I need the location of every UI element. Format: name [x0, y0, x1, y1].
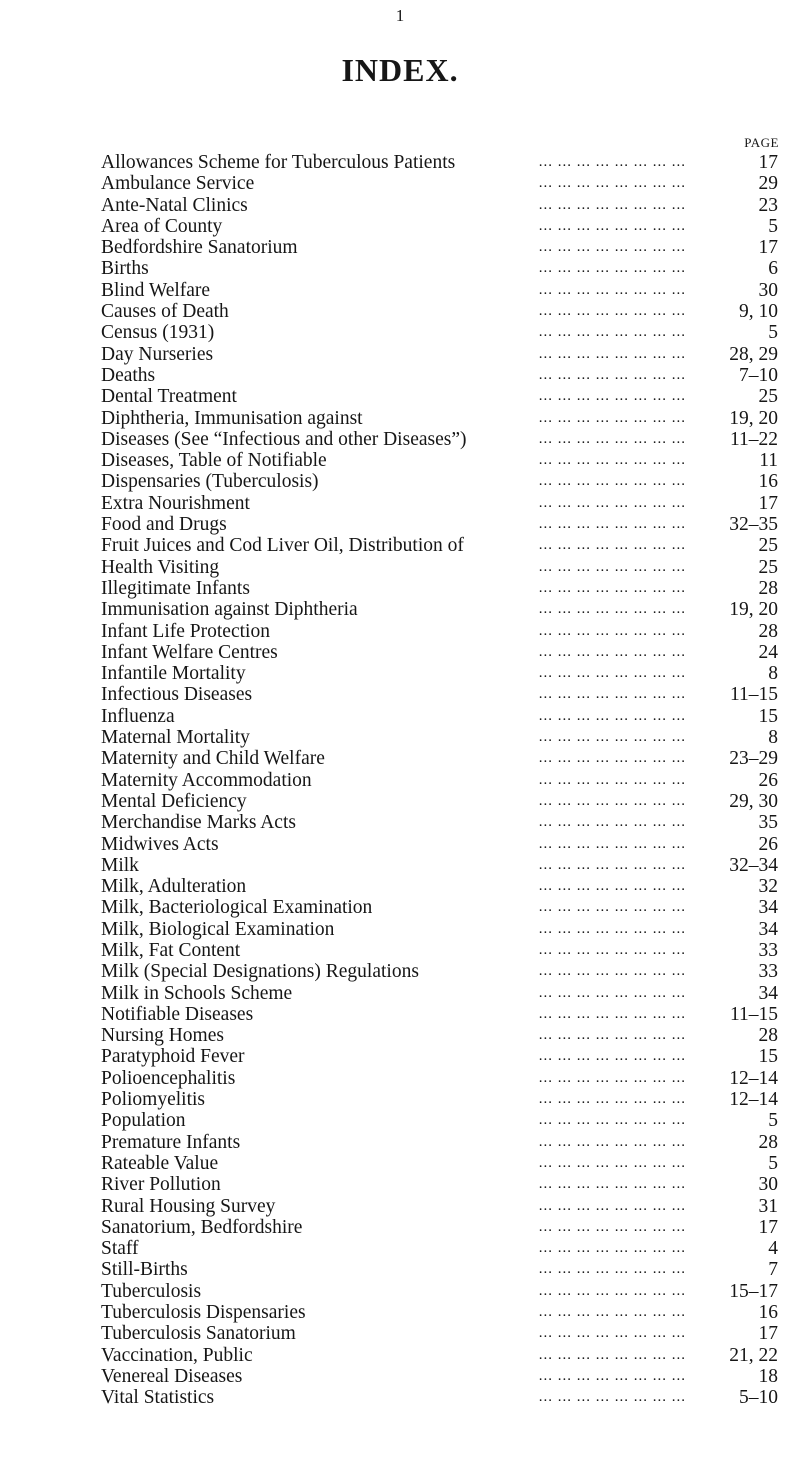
- leader-dots: ... ... ... ... ... ... ... ...: [538, 239, 686, 256]
- leader-dots: ... ... ... ... ... ... ... ...: [538, 1048, 686, 1065]
- index-pages: 19, 20: [729, 599, 778, 621]
- index-term: Vital Statistics: [101, 1387, 220, 1408]
- leader-dots: ... ... ... ... ... ... ... ...: [538, 792, 686, 809]
- index-pages: 28, 29: [729, 343, 778, 365]
- leader-dots: ... ... ... ... ... ... ... ...: [538, 601, 686, 618]
- index-entry: [101, 812, 778, 833]
- index-pages: 18: [758, 1365, 778, 1387]
- index-term: Blind Welfare: [101, 280, 216, 301]
- index-entry: [101, 663, 778, 684]
- index-pages: 11–22: [729, 428, 778, 450]
- leader-dots: ... ... ... ... ... ... ... ...: [538, 835, 686, 852]
- index-term: Milk, Biological Examination: [101, 919, 340, 940]
- index-term: Venereal Diseases: [101, 1366, 248, 1387]
- index-entry: [101, 706, 778, 727]
- index-term: Infant Life Protection: [101, 621, 276, 642]
- index-pages: 32–35: [729, 514, 778, 536]
- index-term: Still-Births: [101, 1259, 194, 1280]
- leader-dots: ... ... ... ... ... ... ... ...: [538, 1218, 686, 1235]
- index-term: Milk, Adulteration: [101, 876, 252, 897]
- index-entry: [101, 1174, 778, 1195]
- index-pages: 25: [758, 535, 778, 557]
- index-entry: [101, 983, 778, 1004]
- index-term: Dispensaries (Tuberculosis): [101, 471, 325, 492]
- index-pages: 11–15: [729, 684, 778, 706]
- index-pages: 35: [758, 812, 778, 834]
- index-pages: 31: [758, 1195, 778, 1217]
- leader-dots: ... ... ... ... ... ... ... ...: [538, 1005, 686, 1022]
- leader-dots: ... ... ... ... ... ... ... ...: [538, 1176, 686, 1193]
- leader-dots: ... ... ... ... ... ... ... ...: [538, 196, 686, 213]
- index-pages: 15–17: [729, 1280, 778, 1302]
- index-entry: [101, 152, 778, 173]
- index-term: Midwives Acts: [101, 834, 225, 855]
- leader-dots: ... ... ... ... ... ... ... ...: [538, 750, 686, 767]
- index-term: Poliomyelitis: [101, 1089, 211, 1110]
- index-term: Nursing Homes: [101, 1025, 230, 1046]
- index-entry: [101, 1110, 778, 1131]
- index-term: Diseases, Table of Notifiable: [101, 450, 333, 471]
- index-entry: [101, 1259, 778, 1280]
- index-term: River Pollution: [101, 1174, 227, 1195]
- leader-dots: ... ... ... ... ... ... ... ...: [538, 963, 686, 980]
- index-pages: 29, 30: [729, 790, 778, 812]
- index-term: Tuberculosis Sanatorium: [101, 1323, 302, 1344]
- index-entry: [101, 748, 778, 769]
- index-pages: 7: [768, 1259, 778, 1281]
- leader-dots: ... ... ... ... ... ... ... ...: [538, 1197, 686, 1214]
- index-term: Vaccination, Public: [101, 1345, 259, 1366]
- index-pages: 11–15: [729, 1003, 778, 1025]
- index-entry: [101, 1366, 778, 1387]
- leader-dots: ... ... ... ... ... ... ... ...: [538, 260, 686, 277]
- index-pages: 4: [768, 1238, 778, 1260]
- page-column-header: PAGE: [744, 135, 779, 150]
- leader-dots: ... ... ... ... ... ... ... ...: [538, 473, 686, 490]
- index-term: Premature Infants: [101, 1132, 246, 1153]
- index-entry: [101, 876, 778, 897]
- index-entry: [101, 365, 778, 386]
- index-pages: 7–10: [739, 364, 778, 386]
- leader-dots: ... ... ... ... ... ... ... ...: [538, 622, 686, 639]
- index-pages: 34: [758, 897, 778, 919]
- index-entry: [101, 258, 778, 279]
- index-pages: 23–29: [729, 748, 778, 770]
- index-entry: [101, 1068, 778, 1089]
- index-term: Day Nurseries: [101, 344, 219, 365]
- leader-dots: ... ... ... ... ... ... ... ...: [538, 686, 686, 703]
- index-entry: [101, 1025, 778, 1046]
- index-entry: [101, 195, 778, 216]
- leader-dots: ... ... ... ... ... ... ... ...: [538, 1112, 686, 1129]
- index-entry: [101, 897, 778, 918]
- index-entry: [101, 599, 778, 620]
- index-term: Infant Welfare Centres: [101, 642, 284, 663]
- leader-dots: ... ... ... ... ... ... ... ...: [538, 388, 686, 405]
- index-entry: [101, 621, 778, 642]
- index-term: Milk in Schools Scheme: [101, 983, 298, 1004]
- index-pages: 8: [768, 727, 778, 749]
- index-entry: [101, 173, 778, 194]
- index-pages: 30: [758, 279, 778, 301]
- leader-dots: ... ... ... ... ... ... ... ...: [538, 1325, 686, 1342]
- index-entry: [101, 919, 778, 940]
- index-term: Population: [101, 1110, 192, 1131]
- index-pages: 34: [758, 918, 778, 940]
- index-entry: [101, 493, 778, 514]
- leader-dots: ... ... ... ... ... ... ... ...: [538, 345, 686, 362]
- index-entry: [101, 770, 778, 791]
- leader-dots: ... ... ... ... ... ... ... ...: [538, 303, 686, 320]
- index-entry: [101, 1281, 778, 1302]
- index-entry: [101, 280, 778, 301]
- index-term: Allowances Scheme for Tuberculous Patients: [101, 152, 461, 173]
- leader-dots: ... ... ... ... ... ... ... ...: [538, 281, 686, 298]
- index-entry: [101, 1238, 778, 1259]
- index-term: Maternity Accommodation: [101, 770, 318, 791]
- leader-dots: ... ... ... ... ... ... ... ...: [538, 452, 686, 469]
- leader-dots: ... ... ... ... ... ... ... ...: [538, 1133, 686, 1150]
- index-pages: 19, 20: [729, 407, 778, 429]
- index-entry: [101, 535, 778, 556]
- index-term: Fruit Juices and Cod Liver Oil, Distribution of: [101, 535, 470, 556]
- leader-dots: ... ... ... ... ... ... ... ...: [538, 729, 686, 746]
- leader-dots: ... ... ... ... ... ... ... ...: [538, 1261, 686, 1278]
- index-term: Illegitimate Infants: [101, 578, 256, 599]
- leader-dots: ... ... ... ... ... ... ... ...: [538, 1027, 686, 1044]
- index-term: Diseases (See “Infectious and other Diseases”): [101, 429, 472, 450]
- leader-dots: ... ... ... ... ... ... ... ...: [538, 154, 686, 170]
- leader-dots: ... ... ... ... ... ... ... ...: [538, 494, 686, 511]
- leader-dots: ... ... ... ... ... ... ... ...: [538, 941, 686, 958]
- index-term: Staff: [101, 1238, 145, 1259]
- index-pages: 5–10: [739, 1387, 778, 1409]
- index-term: Immunisation against Diphtheria: [101, 599, 364, 620]
- index-pages: 5: [768, 322, 778, 344]
- index-pages: 25: [758, 556, 778, 578]
- index-pages: 9, 10: [739, 301, 778, 323]
- index-entry: [101, 791, 778, 812]
- index-pages: 28: [758, 1025, 778, 1047]
- index-entry: [101, 961, 778, 982]
- index-entry: [101, 322, 778, 343]
- index-entry: [101, 1217, 778, 1238]
- index-pages: 16: [758, 471, 778, 493]
- leader-dots: ... ... ... ... ... ... ... ...: [538, 579, 686, 596]
- index-entry: [101, 1345, 778, 1366]
- leader-dots: ... ... ... ... ... ... ... ...: [538, 366, 686, 383]
- index-term: Infantile Mortality: [101, 663, 252, 684]
- index-pages: 21, 22: [729, 1344, 778, 1366]
- index-term: Ante-Natal Clinics: [101, 195, 254, 216]
- index-term: Merchandise Marks Acts: [101, 812, 302, 833]
- index-term: Maternal Mortality: [101, 727, 256, 748]
- page-title: INDEX.: [341, 52, 459, 88]
- index-term: Deaths: [101, 365, 161, 386]
- index-term: Milk, Fat Content: [101, 940, 246, 961]
- index-pages: 28: [758, 577, 778, 599]
- leader-dots: ... ... ... ... ... ... ... ...: [538, 856, 686, 873]
- leader-dots: ... ... ... ... ... ... ... ...: [538, 324, 686, 341]
- index-entry: [101, 855, 778, 876]
- index-term: Tuberculosis Dispensaries: [101, 1302, 312, 1323]
- index-term: Rateable Value: [101, 1153, 224, 1174]
- index-entry: [101, 727, 778, 748]
- index-entry: [101, 301, 778, 322]
- leader-dots: ... ... ... ... ... ... ... ...: [538, 430, 686, 447]
- leader-dots: ... ... ... ... ... ... ... ...: [538, 558, 686, 575]
- index-entry: [101, 344, 778, 365]
- index-pages: 28: [758, 1131, 778, 1153]
- index-entry: [101, 1089, 778, 1110]
- index-pages: 5: [768, 1152, 778, 1174]
- index-list: [101, 152, 778, 1409]
- index-term: Maternity and Child Welfare: [101, 748, 331, 769]
- leader-dots: ... ... ... ... ... ... ... ...: [538, 537, 686, 554]
- index-term: Milk (Special Designations) Regulations: [101, 961, 425, 982]
- leader-dots: ... ... ... ... ... ... ... ...: [538, 1069, 686, 1086]
- index-pages: 5: [768, 215, 778, 237]
- index-entry: [101, 408, 778, 429]
- index-term: Infectious Diseases: [101, 684, 258, 705]
- index-term: Causes of Death: [101, 301, 235, 322]
- index-term: Dental Treatment: [101, 386, 243, 407]
- index-entry: [101, 1302, 778, 1323]
- leader-dots: ... ... ... ... ... ... ... ...: [538, 175, 686, 192]
- index-entry: [101, 1046, 778, 1067]
- index-pages: 23: [758, 194, 778, 216]
- index-pages: 15: [758, 705, 778, 727]
- leader-dots: ... ... ... ... ... ... ... ...: [538, 899, 686, 916]
- index-entry: [101, 429, 778, 450]
- index-term: Mental Deficiency: [101, 791, 253, 812]
- index-entry: [101, 684, 778, 705]
- leader-dots: ... ... ... ... ... ... ... ...: [538, 1091, 686, 1108]
- leader-dots: ... ... ... ... ... ... ... ...: [538, 516, 686, 533]
- leader-dots: ... ... ... ... ... ... ... ...: [538, 1282, 686, 1299]
- index-pages: 15: [758, 1046, 778, 1068]
- index-term: Paratyphoid Fever: [101, 1046, 251, 1067]
- leader-dots: ... ... ... ... ... ... ... ...: [538, 878, 686, 895]
- index-pages: 12–14: [729, 1067, 778, 1089]
- index-pages: 25: [758, 386, 778, 408]
- index-term: Polioencephalitis: [101, 1068, 241, 1089]
- index-entry: [101, 1153, 778, 1174]
- index-pages: 32–34: [729, 854, 778, 876]
- index-term: Births: [101, 258, 155, 279]
- index-term: Influenza: [101, 706, 181, 727]
- index-pages: 17: [758, 492, 778, 514]
- leader-dots: ... ... ... ... ... ... ... ...: [538, 665, 686, 682]
- index-entry: [101, 940, 778, 961]
- leader-dots: ... ... ... ... ... ... ... ...: [538, 707, 686, 724]
- page-number: 1: [395, 6, 405, 25]
- index-pages: 32: [758, 876, 778, 898]
- index-pages: 16: [758, 1302, 778, 1324]
- leader-dots: ... ... ... ... ... ... ... ...: [538, 1154, 686, 1171]
- index-entry: [101, 386, 778, 407]
- index-term: Bedfordshire Sanatorium: [101, 237, 304, 258]
- index-term: Area of County: [101, 216, 228, 237]
- leader-dots: ... ... ... ... ... ... ... ...: [538, 1346, 686, 1363]
- index-entry: [101, 471, 778, 492]
- index-entry: [101, 557, 778, 578]
- leader-dots: ... ... ... ... ... ... ... ...: [538, 409, 686, 426]
- index-term: Notifiable Diseases: [101, 1004, 259, 1025]
- index-pages: 17: [758, 1216, 778, 1238]
- leader-dots: ... ... ... ... ... ... ... ...: [538, 814, 686, 831]
- index-entry: [101, 1387, 778, 1408]
- index-term: Rural Housing Survey: [101, 1196, 281, 1217]
- index-entry: [101, 1323, 778, 1344]
- index-pages: 33: [758, 939, 778, 961]
- index-entry: [101, 450, 778, 471]
- index-term: Health Visiting: [101, 557, 225, 578]
- leader-dots: ... ... ... ... ... ... ... ...: [538, 771, 686, 788]
- index-term: Sanatorium, Bedfordshire: [101, 1217, 308, 1238]
- index-pages: 33: [758, 961, 778, 983]
- index-pages: 17: [758, 237, 778, 259]
- index-term: Diphtheria, Immunisation against: [101, 408, 369, 429]
- index-entry: [101, 1132, 778, 1153]
- index-term: Milk, Bacteriological Examination: [101, 897, 378, 918]
- index-term: Tuberculosis: [101, 1281, 207, 1302]
- index-entry: [101, 1196, 778, 1217]
- index-pages: 6: [768, 258, 778, 280]
- leader-dots: ... ... ... ... ... ... ... ...: [538, 1240, 686, 1257]
- index-entry: [101, 237, 778, 258]
- index-entry: [101, 514, 778, 535]
- index-entry: [101, 216, 778, 237]
- leader-dots: ... ... ... ... ... ... ... ...: [538, 1367, 686, 1384]
- index-term: Extra Nourishment: [101, 493, 256, 514]
- index-pages: 30: [758, 1174, 778, 1196]
- leader-dots: ... ... ... ... ... ... ... ...: [538, 1304, 686, 1321]
- index-pages: 24: [758, 641, 778, 663]
- leader-dots: ... ... ... ... ... ... ... ...: [538, 984, 686, 1001]
- index-entry: [101, 578, 778, 599]
- index-term: Food and Drugs: [101, 514, 233, 535]
- index-entry: [101, 1004, 778, 1025]
- index-term: Milk: [101, 855, 145, 876]
- index-pages: 11: [759, 450, 778, 472]
- leader-dots: ... ... ... ... ... ... ... ...: [538, 643, 686, 660]
- leader-dots: ... ... ... ... ... ... ... ...: [538, 217, 686, 234]
- index-entry: [101, 642, 778, 663]
- leader-dots: ... ... ... ... ... ... ... ...: [538, 920, 686, 937]
- index-pages: 29: [758, 173, 778, 195]
- index-pages: 26: [758, 833, 778, 855]
- index-term: Census (1931): [101, 322, 220, 343]
- index-pages: 34: [758, 982, 778, 1004]
- index-pages: 12–14: [729, 1089, 778, 1111]
- index-pages: 5: [768, 1110, 778, 1132]
- index-pages: 26: [758, 769, 778, 791]
- index-entry: [101, 834, 778, 855]
- index-pages: 17: [758, 1323, 778, 1345]
- index-term: Ambulance Service: [101, 173, 260, 194]
- index-pages: 17: [758, 152, 778, 173]
- index-pages: 28: [758, 620, 778, 642]
- leader-dots: ... ... ... ... ... ... ... ...: [538, 1389, 686, 1406]
- index-pages: 8: [768, 663, 778, 685]
